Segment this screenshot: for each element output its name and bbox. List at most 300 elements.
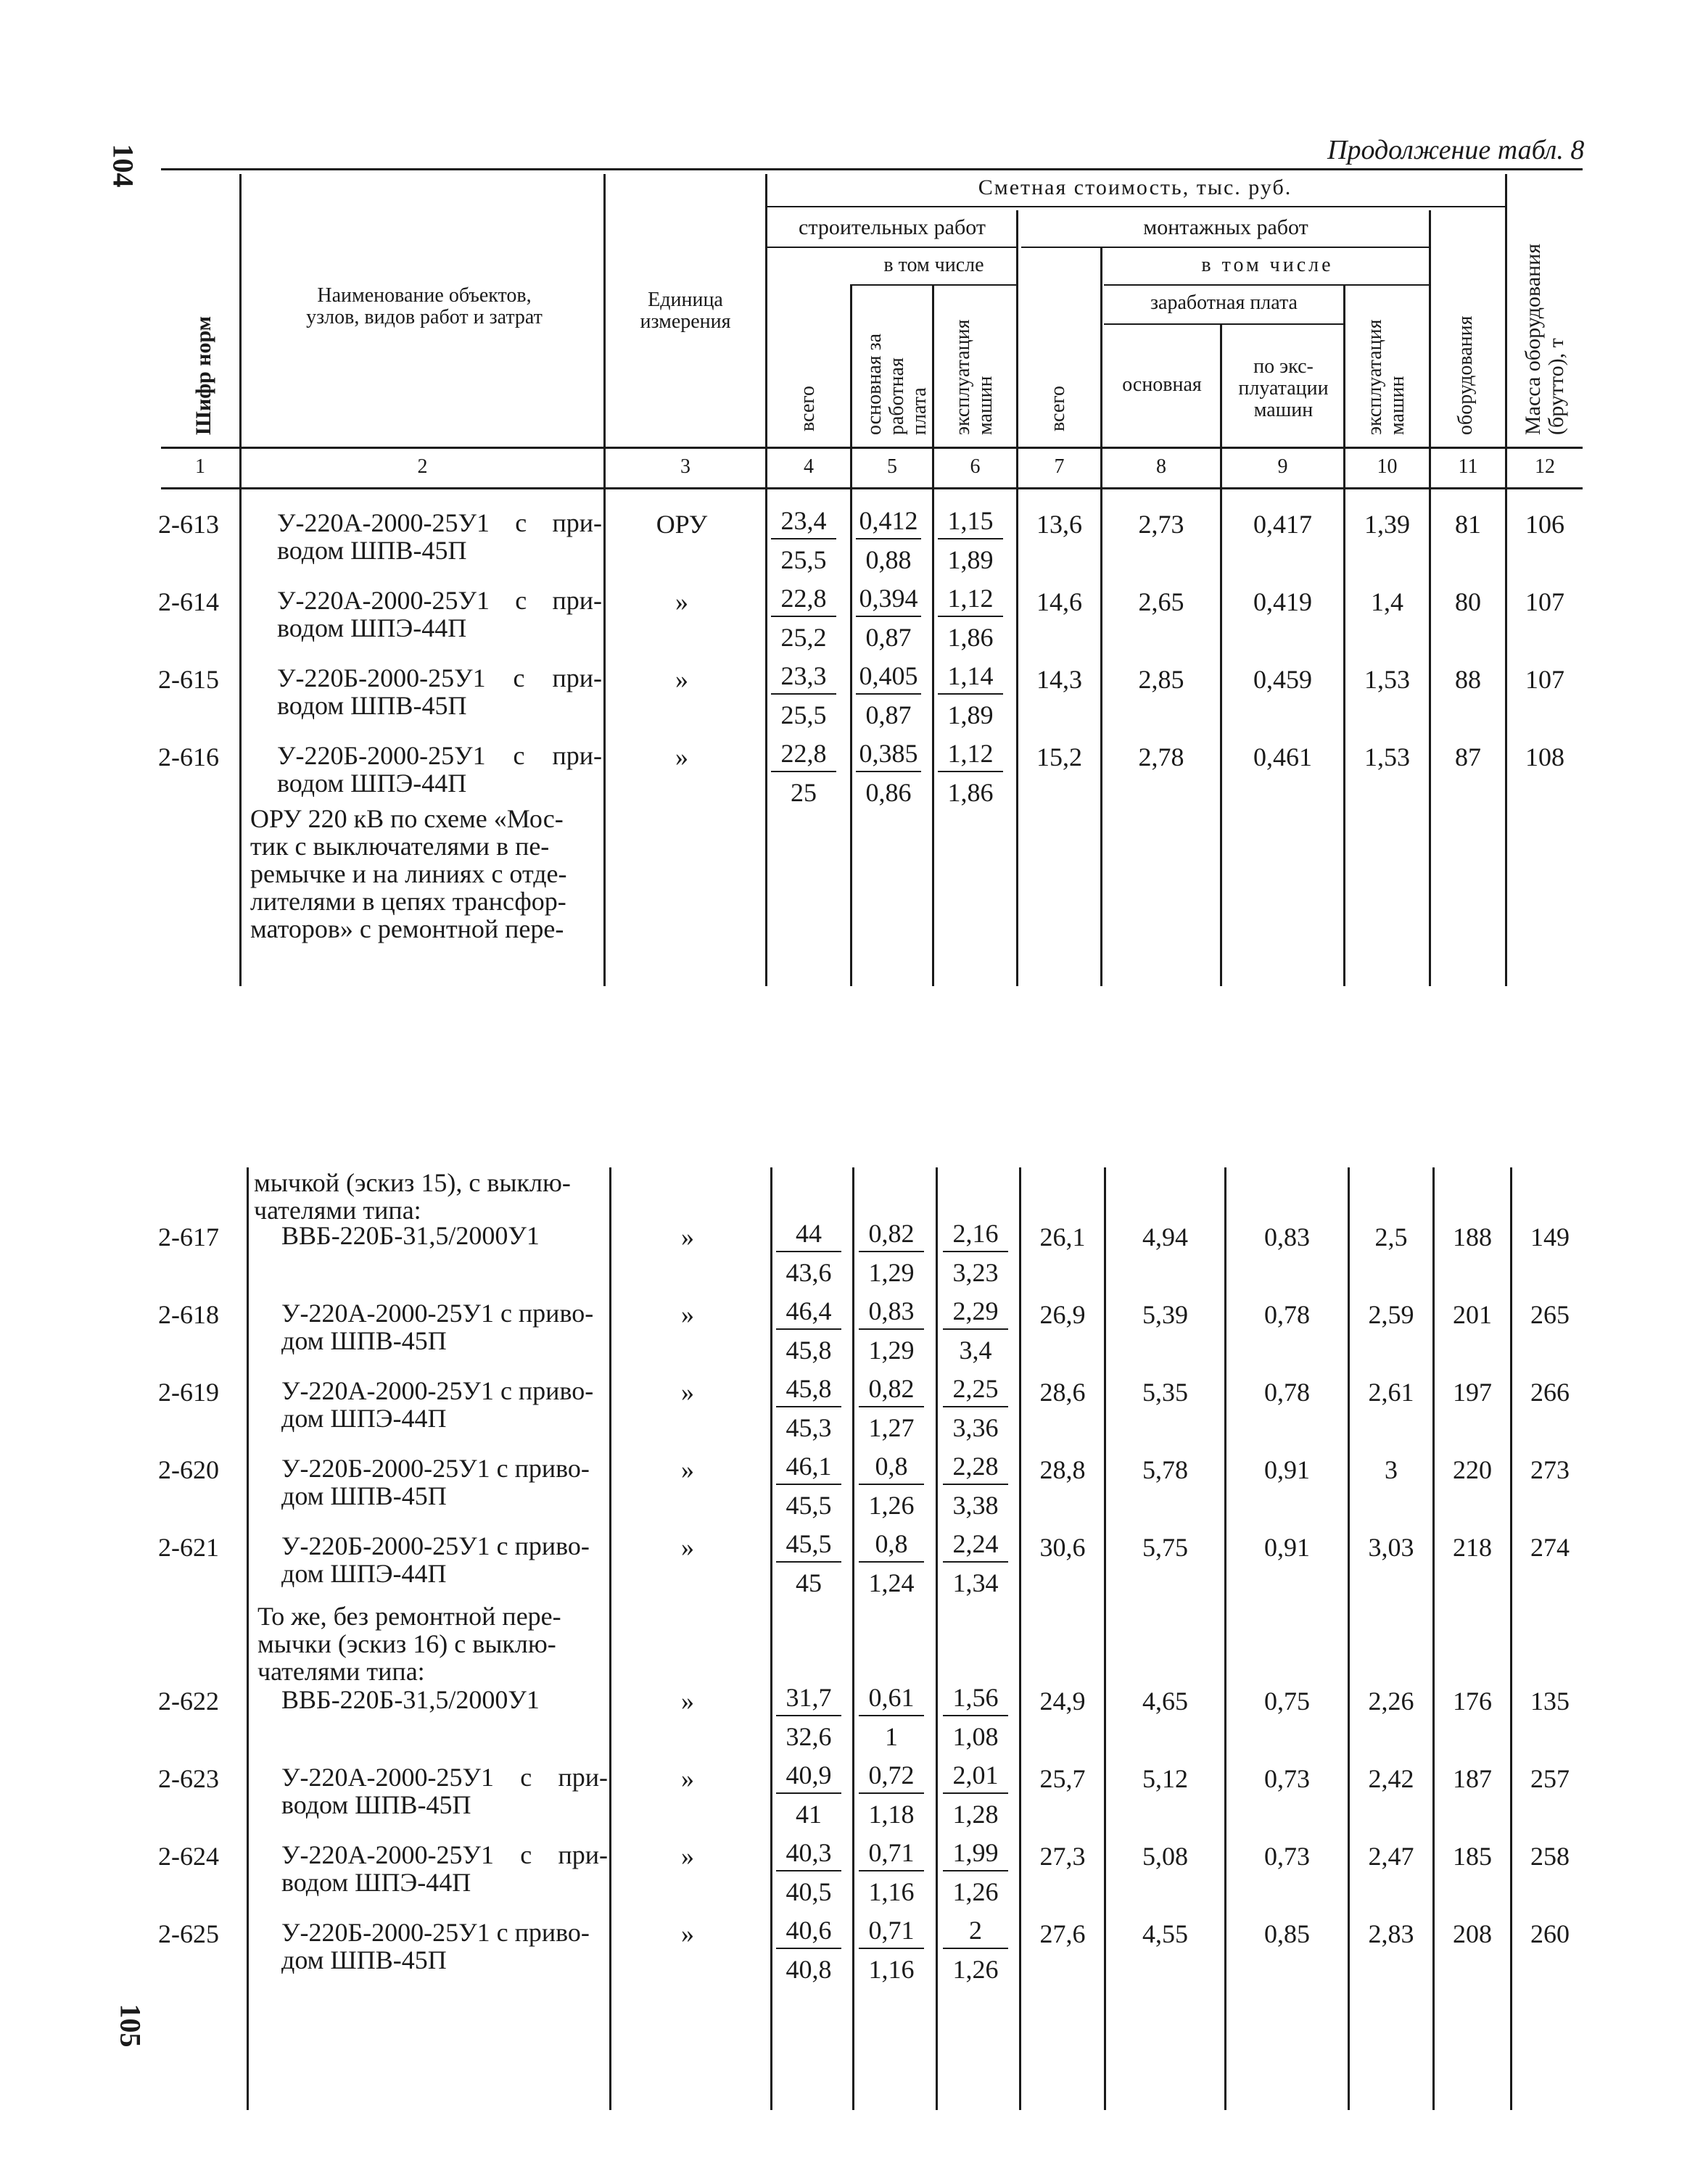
header-machine2-1: эксплуатация (1364, 319, 1386, 435)
item-name-line: водом ШПВ-45П (277, 536, 467, 565)
value-c9: 0,73 (1264, 1842, 1310, 1871)
item-name-part: при- (552, 663, 602, 692)
value-c7: 27,6 (1039, 1919, 1086, 1948)
value-c12: 107 (1525, 665, 1564, 694)
item-name-line: водом ШПВ-45П (281, 1790, 471, 1819)
fraction-bottom: 41 (796, 1800, 822, 1829)
section-line: тик с выключателями в пе- (250, 832, 550, 861)
item-name-part: при- (558, 1840, 608, 1869)
value-c10: 2,5 (1374, 1223, 1408, 1252)
header-unit-2: измерения (640, 310, 731, 333)
norm-code: 2-622 (158, 1687, 219, 1716)
value-c11: 201 (1453, 1300, 1492, 1329)
fraction-top: 2,24 (943, 1528, 1008, 1563)
header-by-machine-1: по экс- (1253, 355, 1314, 378)
fraction-c6 (938, 737, 1003, 806)
header-build: строительных работ (799, 215, 986, 239)
value-c10: 3,03 (1368, 1533, 1414, 1562)
section-line: мычкой (эскиз 15), с выклю- (254, 1168, 571, 1197)
colnum-9: 9 (1277, 455, 1288, 478)
fraction-top: 2 (943, 1914, 1008, 1949)
fraction-c4 (776, 1837, 841, 1905)
fraction-top: 22,8 (771, 737, 836, 772)
fraction-bottom: 40,8 (785, 1955, 832, 1984)
unit-value: » (681, 1764, 694, 1793)
item-name-part: У-220Б-2000-25У1 (277, 741, 486, 770)
fraction-c4 (771, 582, 836, 650)
vline-b-e (936, 1167, 938, 2110)
item-name-line: У-220Б-2000-25У1 с приво- (281, 1531, 590, 1560)
header-mass-1: Масса оборудования (1521, 243, 1545, 435)
section-text-top (250, 805, 602, 943)
fraction-c5 (859, 1528, 924, 1596)
value-c8: 5,39 (1142, 1300, 1188, 1329)
colnum-11: 11 (1458, 455, 1478, 478)
vline-c (765, 174, 767, 986)
value-c11: 87 (1455, 743, 1481, 772)
value-c8: 2,85 (1138, 665, 1184, 694)
value-c7: 15,2 (1036, 743, 1082, 772)
fraction-c5 (859, 1295, 924, 1363)
item-name-line (277, 742, 602, 769)
item-name-line (277, 664, 602, 692)
fraction-top: 2,28 (943, 1450, 1008, 1485)
fraction-bottom: 43,6 (785, 1258, 832, 1287)
fraction-c4 (771, 505, 836, 573)
value-c11: 208 (1453, 1919, 1492, 1948)
fraction-bottom: 1,89 (947, 545, 994, 574)
header-by-machine-3: машин (1253, 399, 1314, 421)
item-name-part: У-220А-2000-25У1 (281, 1763, 494, 1792)
vline-a (239, 174, 242, 986)
item-name-line: водом ШПВ-45П (277, 691, 467, 720)
value-c12: 108 (1525, 743, 1564, 772)
item-name-line: У-220Б-2000-25У1 с приво- (281, 1918, 590, 1947)
item-name (277, 509, 602, 564)
norm-code: 2-614 (158, 587, 219, 616)
fraction-top: 40,6 (776, 1914, 841, 1949)
item-name-line (281, 1763, 608, 1791)
value-c7: 27,3 (1039, 1842, 1086, 1871)
value-c12: 135 (1530, 1687, 1570, 1716)
item-name-part: У-220А-2000-25У1 (277, 586, 490, 615)
fraction-top: 22,8 (771, 582, 836, 617)
fraction-top: 0,405 (856, 660, 921, 695)
value-c9: 0,75 (1264, 1687, 1310, 1716)
section-line: ремычке и на линиях с отде- (250, 859, 567, 888)
item-name-part: с (513, 663, 525, 692)
value-c12: 266 (1530, 1378, 1570, 1407)
fraction-top: 1,12 (938, 737, 1003, 772)
item-name (277, 742, 602, 797)
fraction-c4 (776, 1528, 841, 1596)
fraction-top: 0,412 (856, 505, 921, 539)
fraction-bottom: 3,4 (959, 1336, 992, 1365)
fraction-bottom: 45,8 (785, 1336, 832, 1365)
fraction-bottom: 0,88 (865, 545, 912, 574)
value-c10: 1,53 (1364, 665, 1410, 694)
fraction-top: 45,8 (776, 1373, 841, 1407)
item-name-part: при- (552, 508, 602, 537)
header-build-incl: в том числе (883, 254, 984, 276)
value-c9: 0,78 (1264, 1300, 1310, 1329)
colnum-7: 7 (1054, 455, 1065, 478)
value-c11: 176 (1453, 1687, 1492, 1716)
fraction-bottom: 1,34 (952, 1568, 999, 1597)
value-c12: 265 (1530, 1300, 1570, 1329)
colnum-8: 8 (1156, 455, 1166, 478)
item-name-line: водом ШПЭ-44П (277, 613, 467, 642)
unit-value: » (681, 1455, 694, 1484)
value-c8: 4,65 (1142, 1687, 1188, 1716)
fraction-bottom: 1,26 (868, 1491, 915, 1520)
fraction-top: 0,394 (856, 582, 921, 617)
fraction-top: 2,25 (943, 1373, 1008, 1407)
unit-value: » (681, 1378, 694, 1407)
value-c10: 2,59 (1368, 1300, 1414, 1329)
fraction-c5 (859, 1759, 924, 1827)
fraction-bottom: 0,87 (865, 623, 912, 652)
fraction-top: 2,16 (943, 1217, 1008, 1252)
fraction-bottom: 3,23 (952, 1258, 999, 1287)
colnum-10: 10 (1377, 455, 1398, 478)
value-c7: 13,6 (1036, 510, 1082, 539)
fraction-c6 (938, 582, 1003, 650)
fraction-top: 46,4 (776, 1295, 841, 1330)
value-c9: 0,419 (1253, 587, 1312, 616)
value-c9: 0,73 (1264, 1764, 1310, 1793)
item-name-part: с (515, 508, 527, 537)
item-name-line (277, 509, 602, 537)
unit-value: » (675, 587, 688, 616)
section-line: маторов» с ремонтной пере- (250, 914, 564, 943)
section-line: чателями типа: (254, 1196, 421, 1225)
fraction-c5 (859, 1450, 924, 1518)
norm-code: 2-624 (158, 1842, 219, 1871)
item-name-line: дом ШПЭ-44П (281, 1559, 447, 1588)
value-c11: 80 (1455, 587, 1481, 616)
value-c9: 0,83 (1264, 1223, 1310, 1252)
fraction-c6 (943, 1373, 1008, 1441)
value-c11: 187 (1453, 1764, 1492, 1793)
table-caption: Продолжение табл. 8 (1327, 135, 1585, 165)
unit-value: » (681, 1842, 694, 1871)
value-c12: 106 (1525, 510, 1564, 539)
vline-d (850, 284, 852, 986)
header-mass-2: (брутто), т (1544, 338, 1568, 435)
vline-h (1220, 323, 1222, 986)
fraction-c4 (776, 1217, 841, 1286)
fraction-c4 (776, 1450, 841, 1518)
vline-b-b (609, 1167, 611, 2110)
fraction-top: 1,99 (943, 1837, 1008, 1871)
fraction-top: 0,8 (859, 1450, 924, 1485)
fraction-c5 (859, 1373, 924, 1441)
item-name-line: ВВБ-220Б-31,5/2000У1 (281, 1685, 540, 1714)
header-wage-base-1: основная за (863, 333, 886, 435)
header-bottom-rule (161, 447, 1583, 449)
fraction-top: 0,71 (859, 1914, 924, 1949)
fraction-bottom: 1,86 (947, 778, 994, 807)
value-c11: 220 (1453, 1455, 1492, 1484)
header-wages: заработная плата (1150, 291, 1298, 314)
fraction-c6 (943, 1837, 1008, 1905)
fraction-bottom: 45 (796, 1568, 822, 1597)
value-c9: 0,78 (1264, 1378, 1310, 1407)
fraction-bottom: 25,5 (780, 545, 827, 574)
fraction-bottom: 1,29 (868, 1336, 915, 1365)
fraction-c6 (938, 660, 1003, 728)
fraction-top: 0,385 (856, 737, 921, 772)
value-c7: 30,6 (1039, 1533, 1086, 1562)
fraction-bottom: 1,26 (952, 1955, 999, 1984)
item-name-part: У-220А-2000-25У1 (277, 508, 490, 537)
unit-value: » (681, 1223, 694, 1252)
vline-i (1343, 284, 1345, 986)
fraction-c6 (938, 505, 1003, 573)
value-c8: 4,94 (1142, 1223, 1188, 1252)
fraction-top: 0,72 (859, 1759, 924, 1794)
fraction-c4 (771, 660, 836, 728)
value-c10: 2,83 (1368, 1919, 1414, 1948)
item-name-part: с (520, 1840, 532, 1869)
item-name-part: с (513, 741, 525, 770)
fraction-c5 (856, 582, 921, 650)
fraction-bottom: 1,28 (952, 1800, 999, 1829)
value-c8: 5,35 (1142, 1378, 1188, 1407)
colnum-3: 3 (680, 455, 690, 478)
fraction-c5 (856, 660, 921, 728)
fraction-c4 (776, 1295, 841, 1363)
fraction-bottom: 1,18 (868, 1800, 915, 1829)
norm-code: 2-616 (158, 743, 219, 772)
rule-wages (1104, 323, 1343, 325)
norm-code: 2-623 (158, 1764, 219, 1793)
item-name-part: при- (552, 741, 602, 770)
fraction-top: 23,3 (771, 660, 836, 695)
fraction-top: 46,1 (776, 1450, 841, 1485)
fraction-c4 (776, 1759, 841, 1827)
vline-b-c (770, 1167, 772, 2110)
item-name-line: дом ШПВ-45П (281, 1945, 447, 1974)
fraction-bottom: 0,87 (865, 700, 912, 729)
section-line: мычки (эскиз 16) с выклю- (257, 1629, 556, 1658)
fraction-c6 (943, 1295, 1008, 1363)
colnum-5: 5 (887, 455, 897, 478)
fraction-c6 (943, 1682, 1008, 1750)
section-text-continued (254, 1169, 608, 1224)
item-name-line (281, 1841, 608, 1869)
value-c8: 5,75 (1142, 1533, 1188, 1562)
fraction-bottom: 45,5 (785, 1491, 832, 1520)
fraction-bottom: 1,08 (952, 1722, 999, 1751)
colnum-4: 4 (804, 455, 814, 478)
rule-mount (1021, 247, 1429, 248)
header-name-2: узлов, видов работ и затрат (306, 306, 543, 328)
fraction-bottom: 0,86 (865, 778, 912, 807)
unit-value: » (681, 1300, 694, 1329)
rule-cost (765, 206, 1505, 207)
value-c12: 260 (1530, 1919, 1570, 1948)
fraction-top: 40,9 (776, 1759, 841, 1794)
unit-value: » (681, 1687, 694, 1716)
norm-code: 2-625 (158, 1919, 219, 1948)
item-name-line (277, 587, 602, 614)
norm-code: 2-615 (158, 665, 219, 694)
header-machine-2: машин (974, 376, 997, 435)
top-rule (161, 168, 1583, 170)
item-name-line: У-220А-2000-25У1 с приво- (281, 1299, 594, 1328)
fraction-c4 (776, 1914, 841, 1982)
fraction-top: 31,7 (776, 1682, 841, 1716)
value-c9: 0,461 (1253, 743, 1312, 772)
value-c9: 0,417 (1253, 510, 1312, 539)
item-name-line: дом ШПЭ-44П (281, 1404, 447, 1433)
fraction-top: 23,4 (771, 505, 836, 539)
colnum-2: 2 (417, 455, 428, 478)
item-name (277, 664, 602, 719)
value-c9: 0,85 (1264, 1919, 1310, 1948)
norm-code: 2-617 (158, 1223, 219, 1252)
header-code: Шифр норм (191, 315, 215, 435)
value-c12: 257 (1530, 1764, 1570, 1793)
fraction-bottom: 3,38 (952, 1491, 999, 1520)
fraction-top: 2,01 (943, 1759, 1008, 1794)
item-name-line: дом ШПВ-45П (281, 1481, 447, 1510)
item-name (281, 1222, 608, 1249)
value-c9: 0,459 (1253, 665, 1312, 694)
value-c11: 188 (1453, 1223, 1492, 1252)
fraction-bottom: 32,6 (785, 1722, 832, 1751)
header-mount-incl: в том числе (1201, 254, 1334, 276)
item-name (281, 1377, 608, 1432)
item-name-line: ВВБ-220Б-31,5/2000У1 (281, 1221, 540, 1250)
item-name-part: с (515, 586, 527, 615)
rule-build (765, 247, 1016, 248)
fraction-top: 1,15 (938, 505, 1003, 539)
fraction-c4 (776, 1682, 841, 1750)
fraction-c6 (943, 1528, 1008, 1596)
item-name-line: водом ШПЭ-44П (281, 1868, 471, 1897)
value-c7: 25,7 (1039, 1764, 1086, 1793)
value-c7: 24,9 (1039, 1687, 1086, 1716)
fraction-top: 0,82 (859, 1217, 924, 1252)
fraction-c4 (771, 737, 836, 806)
value-c10: 2,61 (1368, 1378, 1414, 1407)
section-line: То же, без ремонтной пере- (257, 1602, 561, 1631)
value-c7: 28,6 (1039, 1378, 1086, 1407)
item-name (281, 1299, 608, 1354)
fraction-c6 (943, 1217, 1008, 1286)
header-basic: основная (1122, 373, 1202, 396)
fraction-bottom: 25,5 (780, 700, 827, 729)
fraction-bottom: 25,2 (780, 623, 827, 652)
vline-b (603, 174, 606, 986)
item-name-line: У-220Б-2000-25У1 с приво- (281, 1454, 590, 1483)
colnum-rule (161, 487, 1583, 489)
fraction-top: 0,82 (859, 1373, 924, 1407)
value-c11: 88 (1455, 665, 1481, 694)
value-c12: 258 (1530, 1842, 1570, 1871)
fraction-bottom: 40,5 (785, 1877, 832, 1906)
fraction-bottom: 25 (791, 778, 817, 807)
value-c12: 107 (1525, 587, 1564, 616)
section-text-b (257, 1602, 609, 1685)
fraction-top: 1,12 (938, 582, 1003, 617)
section-line: ОРУ 220 кВ по схеме «Мос- (250, 804, 564, 833)
colnum-6: 6 (970, 455, 981, 478)
fraction-c6 (943, 1914, 1008, 1982)
item-name (281, 1841, 608, 1896)
value-c12: 274 (1530, 1533, 1570, 1562)
item-name-line: водом ШПЭ-44П (277, 769, 467, 798)
header-unit-1: Единица (648, 289, 723, 311)
vline-e (932, 284, 934, 986)
norm-code: 2-620 (158, 1455, 219, 1484)
value-c11: 218 (1453, 1533, 1492, 1562)
fraction-c4 (776, 1373, 841, 1441)
value-c7: 28,8 (1039, 1455, 1086, 1484)
header-equipment: оборудования (1454, 315, 1477, 435)
fraction-top: 40,3 (776, 1837, 841, 1871)
header-name-1: Наименование объектов, (317, 284, 532, 307)
page-number-bottom: 105 (114, 2003, 147, 2048)
vline-b-d (852, 1167, 854, 2110)
header-total-mount: всего (1047, 385, 1069, 431)
value-c10: 1,4 (1371, 587, 1403, 616)
value-c10: 1,39 (1364, 510, 1410, 539)
value-c11: 185 (1453, 1842, 1492, 1871)
vline-b-a (247, 1167, 249, 2110)
header-machine-1: эксплуатация (952, 319, 974, 435)
value-c9: 0,91 (1264, 1455, 1310, 1484)
unit-value: » (675, 743, 688, 772)
value-c10: 1,53 (1364, 743, 1410, 772)
fraction-top: 45,5 (776, 1528, 841, 1563)
fraction-top: 2,29 (943, 1295, 1008, 1330)
fraction-bottom: 45,3 (785, 1413, 832, 1442)
fraction-c5 (856, 505, 921, 573)
item-name-part: при- (558, 1763, 608, 1792)
value-c7: 14,6 (1036, 587, 1082, 616)
value-c8: 4,55 (1142, 1919, 1188, 1948)
fraction-top: 0,83 (859, 1295, 924, 1330)
header-mount: монтажных работ (1143, 215, 1308, 239)
fraction-bottom: 1,24 (868, 1568, 915, 1597)
value-c10: 2,26 (1368, 1687, 1414, 1716)
fraction-bottom: 3,36 (952, 1413, 999, 1442)
header-wage-base-3: плата (908, 387, 931, 435)
item-name (277, 587, 602, 642)
item-name (281, 1763, 608, 1819)
item-name (281, 1455, 608, 1510)
norm-code: 2-619 (158, 1378, 219, 1407)
value-c12: 273 (1530, 1455, 1570, 1484)
fraction-c6 (943, 1759, 1008, 1827)
fraction-bottom: 1,89 (947, 700, 994, 729)
value-c7: 26,9 (1039, 1300, 1086, 1329)
fraction-c5 (859, 1914, 924, 1982)
colnum-1: 1 (195, 455, 205, 478)
item-name (281, 1686, 608, 1713)
value-c8: 5,08 (1142, 1842, 1188, 1871)
header-machine2-2: машин (1386, 376, 1409, 435)
value-c9: 0,91 (1264, 1533, 1310, 1562)
fraction-bottom: 1 (885, 1722, 898, 1751)
item-name (281, 1919, 608, 1974)
header-cost: Сметная стоимость, тыс. руб. (978, 175, 1292, 199)
value-c8: 2,78 (1138, 743, 1184, 772)
